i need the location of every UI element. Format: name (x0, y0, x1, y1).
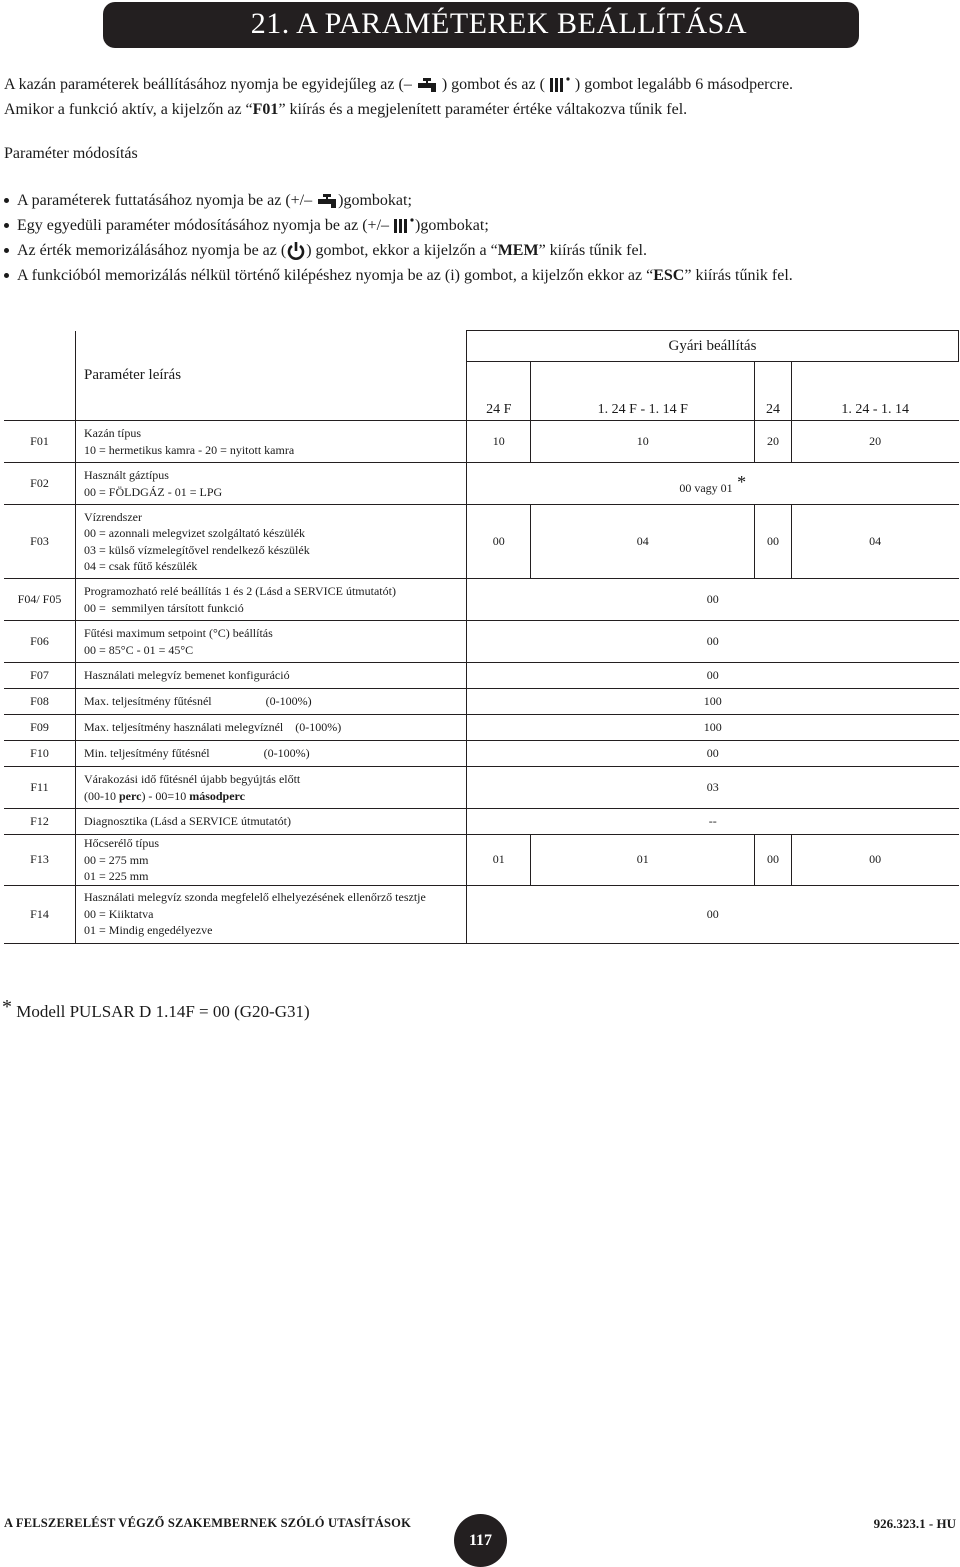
param-desc-line: 00 = 85°C - 01 = 45°C (84, 642, 194, 657)
header-desc: Paraméter leírás (76, 331, 467, 421)
param-value: 20 (791, 421, 958, 463)
param-value-text: 00 (706, 668, 719, 682)
param-code: F10 (4, 741, 76, 767)
param-value: 10 (531, 421, 755, 463)
param-desc-line: Max. teljesítmény fűtésnél (0-100%) (84, 694, 312, 709)
param-desc-line: Használt gáztípus (84, 468, 169, 482)
param-desc (76, 621, 467, 663)
param-desc-line: 00 = semmilyen társított funkció (84, 600, 244, 615)
param-code: F09 (4, 715, 76, 741)
bullet-text: Az érték memorizálásához nyomja be az ( (17, 242, 287, 259)
param-value-text: 00 (706, 592, 719, 606)
intro-line-2 (4, 97, 954, 122)
bullet-code: ESC (653, 267, 685, 284)
table-body (4, 421, 959, 944)
param-code: F02 (4, 463, 76, 505)
bullet-text: )gombokat; (415, 217, 489, 234)
param-desc-line: Max. teljesítmény használati melegvíznél (0-100%) (84, 720, 342, 735)
intro-text (4, 72, 954, 122)
table-row (4, 767, 959, 809)
model-header: 1. 24 - 1. 14 (791, 362, 958, 421)
table-row (4, 505, 959, 579)
param-desc (76, 715, 467, 741)
bullet-text: Egy egyedüli paraméter módosításához nyomja be az (+/– (17, 217, 390, 234)
param-desc-line: Használati melegvíz bemenet konfiguráció (84, 668, 290, 683)
param-code: F11 (4, 767, 76, 809)
param-code: F14 (4, 885, 76, 943)
param-desc (76, 767, 467, 809)
param-value: 00 (791, 835, 958, 886)
param-desc (76, 579, 467, 621)
radiator-icon (393, 217, 415, 235)
radiator-icon (549, 76, 571, 94)
table-row (4, 663, 959, 689)
param-value-text: 100 (703, 694, 722, 708)
footer-right: 926.323.1 - HU (873, 1516, 956, 1531)
table-row (4, 741, 959, 767)
bullet-item (4, 188, 954, 213)
table-row (4, 689, 959, 715)
param-value (467, 579, 959, 621)
power-icon (286, 241, 306, 261)
param-value-text: 00 (706, 634, 719, 648)
param-value (467, 663, 959, 689)
bullet-text: ” kiírás tűnik fel. (684, 267, 793, 284)
param-value (467, 741, 959, 767)
bullet-text: A funkcióból memorizálás nélkül történő kilépéshez nyomja be az (i) gombot, a kijelzőn ekkor az “ (17, 267, 654, 284)
header-empty (4, 331, 76, 421)
intro-text-1b: ) gombot és az ( (441, 76, 545, 93)
bullet-item (4, 263, 954, 288)
param-desc-line: Diagnosztika (Lásd a SERVICE útmutatót) (84, 814, 291, 829)
bullet-list (4, 188, 954, 288)
param-code: F13 (4, 835, 76, 886)
param-code: F07 (4, 663, 76, 689)
page-title: 21. A PARAMÉTEREK BEÁLLÍTÁSA (250, 7, 747, 40)
asterisk-icon: * (2, 996, 12, 1018)
param-code: F01 (4, 421, 76, 463)
intro-code: F01 (252, 101, 279, 118)
param-desc-line: Kazán típus (84, 426, 141, 440)
intro-text-1a: A kazán paraméterek beállításához nyomja be egyidejűleg az (– (4, 76, 412, 93)
bullet-item (4, 238, 954, 263)
table-row (4, 463, 959, 505)
model-header: 24 F (467, 362, 531, 421)
param-value (467, 809, 959, 835)
param-code: F08 (4, 689, 76, 715)
desc-fragment: másodperc (189, 788, 245, 803)
param-desc-line: Vízrendszer (84, 509, 142, 524)
param-value: 20 (755, 421, 792, 463)
param-desc-line: Használati melegvíz szonda megfelelő elhelyezésének ellenőrző tesztje (84, 890, 426, 905)
param-desc-line: Várakozási idő fűtésnél újabb begyújtás előtt (84, 772, 301, 786)
desc-fragment: ) - 00=10 (141, 788, 190, 803)
param-desc-line (84, 788, 466, 805)
footer-left: A FELSZERELÉST VÉGZŐ SZAKEMBERNEK SZÓLÓ UTASÍTÁSOK (4, 1516, 412, 1530)
param-value: 00 (755, 835, 792, 886)
param-desc-line: Min. teljesítmény fűtésnél (0-100%) (84, 746, 310, 761)
desc-fragment: perc (119, 788, 142, 803)
param-value: 00 (467, 505, 531, 579)
bullet-text: ” kiírás tűnik fel. (538, 242, 647, 259)
table-row (4, 835, 959, 886)
param-desc-line: 00 = Kiiktatva (84, 906, 154, 921)
param-desc (76, 741, 467, 767)
param-value: 10 (467, 421, 531, 463)
table-row (4, 421, 959, 463)
param-value (467, 715, 959, 741)
model-header: 24 (755, 362, 792, 421)
desc-fragment: (00-10 (84, 788, 119, 803)
param-code: F03 (4, 505, 76, 579)
param-value (467, 463, 959, 505)
param-desc (76, 421, 467, 463)
bullet-text: ) gombot, ekkor a kijelzőn a “ (306, 242, 498, 259)
table-row (4, 715, 959, 741)
bullet-dot (4, 198, 9, 203)
param-desc (76, 835, 467, 886)
section-heading: Paraméter módosítás (4, 145, 138, 162)
param-code: F06 (4, 621, 76, 663)
param-desc (76, 809, 467, 835)
param-desc-line: Hőcserélő típus (84, 836, 159, 850)
bullet-item (4, 213, 954, 238)
param-value-text: 00 (706, 906, 719, 921)
intro-text-2a: Amikor a funkció aktív, a kijelzőn az “ (4, 101, 253, 118)
param-value-text: -- (708, 814, 717, 828)
param-desc-line: 00 = 275 mm (84, 852, 149, 867)
model-header: 1. 24 F - 1. 14 F (531, 362, 755, 421)
param-code: F04/ F05 (4, 579, 76, 621)
param-desc-line: 03 = külső vízmelegítővel rendelkező készülék (84, 542, 310, 557)
param-desc (76, 663, 467, 689)
param-desc-line: 10 = hermetikus kamra - 20 = nyitott kamra (84, 442, 295, 457)
intro-text-1c: ) gombot legalább 6 másodpercre. (574, 76, 794, 93)
table-row (4, 579, 959, 621)
param-value (467, 621, 959, 663)
table-row (4, 809, 959, 835)
param-code: F12 (4, 809, 76, 835)
param-desc-line: 00 = FÖLDGÁZ - 01 = LPG (84, 484, 223, 499)
footnote (2, 996, 310, 1022)
table-row (4, 885, 959, 943)
param-value (467, 689, 959, 715)
bullet-text: A paraméterek futtatásához nyomja be az (+/– (17, 192, 313, 209)
intro-line-1 (4, 72, 954, 97)
title-bar (103, 2, 859, 48)
param-desc (76, 463, 467, 505)
asterisk-icon: * (732, 471, 747, 492)
parameter-table (4, 330, 959, 944)
bullet-dot (4, 223, 9, 228)
tap-icon (416, 77, 438, 93)
param-value: 04 (791, 505, 958, 579)
footnote-text: Modell PULSAR D 1.14F = 00 (G20-G31) (16, 1002, 310, 1021)
param-value-text: 03 (706, 780, 719, 794)
param-desc-line: 00 = azonnali melegvizet szolgáltató készülék (84, 526, 306, 540)
bullet-code: MEM (497, 242, 539, 259)
param-value-text: 00 (706, 746, 719, 760)
param-desc-line: 01 = 225 mm (84, 869, 149, 883)
header-group: Gyári beállítás (467, 331, 959, 362)
param-desc (76, 689, 467, 715)
param-desc (76, 885, 467, 943)
param-desc-line: 04 = csak fűtő készülék (84, 559, 198, 573)
param-desc-line: 01 = Mindig engedélyezve (84, 923, 213, 938)
table-row (4, 621, 959, 663)
param-desc-line: Programozható relé beállítás 1 és 2 (Lásd a SERVICE útmutatót) (84, 584, 396, 598)
param-desc (76, 505, 467, 579)
param-value-text: 100 (703, 720, 722, 734)
param-value (467, 767, 959, 809)
bullet-text: )gombokat; (338, 192, 412, 209)
param-value: 00 (755, 505, 792, 579)
param-value: 01 (531, 835, 755, 886)
intro-text-2c: ” kiírás és a megjelenített paraméter értéke váltakozva tűnik fel. (278, 101, 688, 118)
tap-icon (316, 193, 338, 209)
param-desc-line: Fűtési maximum setpoint (°C) beállítás (84, 626, 273, 640)
bullet-dot (4, 248, 9, 253)
param-value: 01 (467, 835, 531, 886)
param-value-text: 00 vagy 01 (679, 480, 733, 495)
bullet-dot (4, 273, 9, 278)
param-value: 04 (531, 505, 755, 579)
page-number: 117 (454, 1514, 507, 1567)
param-value (467, 885, 959, 943)
